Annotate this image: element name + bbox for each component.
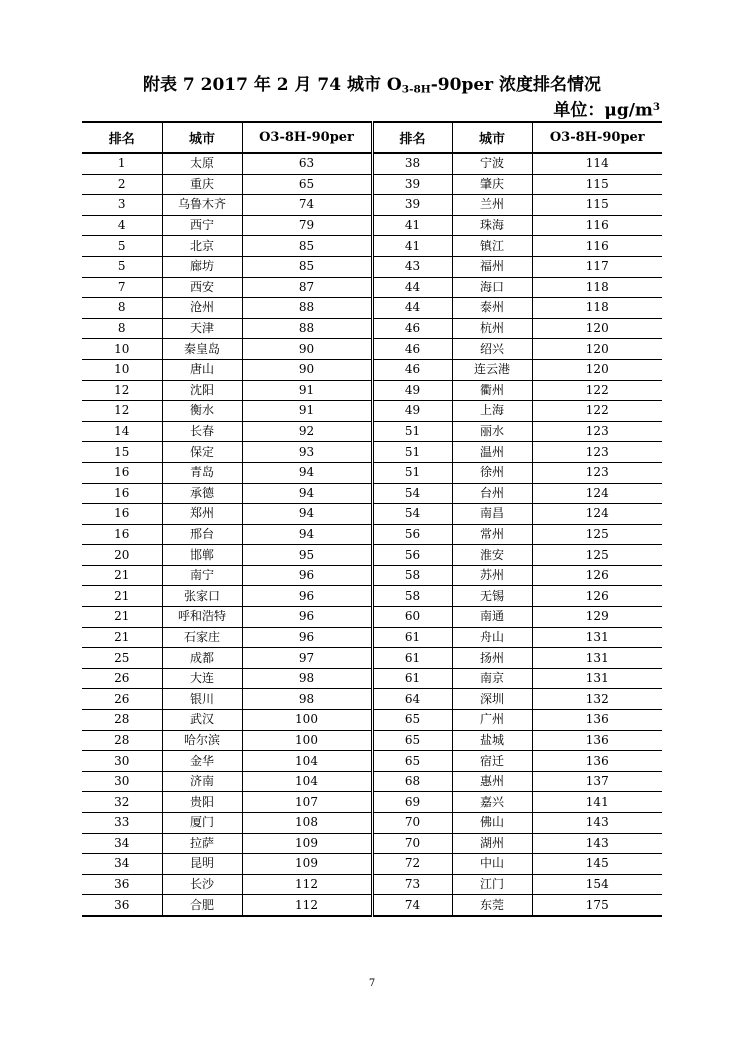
right-rank-cell: 61 [372, 668, 452, 689]
right-rank-cell: 64 [372, 689, 452, 710]
table-row [82, 256, 662, 277]
right-city-cell: 兰州 [452, 195, 532, 216]
left-city-cell: 银川 [162, 689, 242, 710]
right-value-cell: 154 [532, 874, 662, 895]
left-city-cell: 邯郸 [162, 545, 242, 566]
right-value-cell: 141 [532, 792, 662, 813]
right-value-cell: 132 [532, 689, 662, 710]
table-row [82, 215, 662, 236]
header-metric-suffix: -90per [306, 130, 354, 145]
right-rank-cell: 58 [372, 565, 452, 586]
right-value-cell: 118 [532, 298, 662, 319]
header-metric-prefix: O [259, 130, 271, 145]
left-rank-cell: 5 [82, 256, 162, 277]
left-rank-cell: 10 [82, 339, 162, 360]
left-rank-cell: 36 [82, 895, 162, 916]
left-rank-cell: 34 [82, 833, 162, 854]
right-value-cell: 123 [532, 462, 662, 483]
table-row [82, 689, 662, 710]
right-rank-cell: 51 [372, 462, 452, 483]
right-city-cell: 徐州 [452, 462, 532, 483]
left-value-cell: 112 [242, 874, 372, 895]
table-row [82, 442, 662, 463]
left-value-cell: 63 [242, 153, 372, 174]
table-row [82, 195, 662, 216]
right-value-cell: 137 [532, 771, 662, 792]
table-row [82, 627, 662, 648]
left-value-cell: 87 [242, 277, 372, 298]
left-city-cell: 邢台 [162, 524, 242, 545]
left-value-cell: 91 [242, 380, 372, 401]
right-value-cell: 131 [532, 668, 662, 689]
right-city-cell: 无锡 [452, 586, 532, 607]
table-row [82, 545, 662, 566]
right-rank-cell: 51 [372, 421, 452, 442]
table-row [82, 895, 662, 916]
left-value-cell: 90 [242, 339, 372, 360]
right-city-cell: 常州 [452, 524, 532, 545]
right-value-cell: 143 [532, 833, 662, 854]
left-rank-cell: 28 [82, 710, 162, 731]
right-rank-cell: 65 [372, 751, 452, 772]
left-rank-cell: 30 [82, 771, 162, 792]
left-rank-cell: 20 [82, 545, 162, 566]
left-value-cell: 104 [242, 771, 372, 792]
right-city-cell: 肇庆 [452, 174, 532, 195]
left-rank-cell: 21 [82, 565, 162, 586]
right-rank-cell: 54 [372, 504, 452, 525]
table-row [82, 813, 662, 834]
left-value-cell: 109 [242, 833, 372, 854]
left-value-cell: 95 [242, 545, 372, 566]
right-rank-cell: 70 [372, 833, 452, 854]
unit-label [553, 96, 660, 122]
table-row [82, 483, 662, 504]
header-rank-left: 排名 [82, 122, 162, 153]
table-row [82, 236, 662, 257]
table-row [82, 504, 662, 525]
left-value-cell: 97 [242, 648, 372, 669]
left-value-cell: 93 [242, 442, 372, 463]
left-rank-cell: 12 [82, 380, 162, 401]
left-value-cell: 90 [242, 359, 372, 380]
ranking-table [82, 121, 662, 917]
left-city-cell: 衡水 [162, 401, 242, 422]
table-row [82, 462, 662, 483]
right-city-cell: 嘉兴 [452, 792, 532, 813]
left-city-cell: 拉萨 [162, 833, 242, 854]
table-row [82, 833, 662, 854]
left-rank-cell: 32 [82, 792, 162, 813]
right-value-cell: 126 [532, 586, 662, 607]
table-row [82, 380, 662, 401]
left-rank-cell: 36 [82, 874, 162, 895]
right-value-cell: 120 [532, 339, 662, 360]
right-city-cell: 江门 [452, 874, 532, 895]
right-city-cell: 丽水 [452, 421, 532, 442]
header-metric-subscript: 3-8H [561, 130, 597, 145]
left-city-cell: 重庆 [162, 174, 242, 195]
right-value-cell: 116 [532, 236, 662, 257]
right-rank-cell: 41 [372, 236, 452, 257]
right-rank-cell: 58 [372, 586, 452, 607]
right-rank-cell: 39 [372, 195, 452, 216]
table-row [82, 318, 662, 339]
left-value-cell: 79 [242, 215, 372, 236]
right-rank-cell: 41 [372, 215, 452, 236]
left-city-cell: 金华 [162, 751, 242, 772]
left-rank-cell: 25 [82, 648, 162, 669]
right-rank-cell: 69 [372, 792, 452, 813]
table-row [82, 153, 662, 174]
right-city-cell: 镇江 [452, 236, 532, 257]
right-city-cell: 深圳 [452, 689, 532, 710]
right-city-cell: 上海 [452, 401, 532, 422]
left-city-cell: 长春 [162, 421, 242, 442]
table-body [82, 153, 662, 916]
left-value-cell: 94 [242, 524, 372, 545]
left-city-cell: 西安 [162, 277, 242, 298]
left-city-cell: 天津 [162, 318, 242, 339]
right-value-cell: 123 [532, 442, 662, 463]
left-rank-cell: 34 [82, 854, 162, 875]
left-city-cell: 保定 [162, 442, 242, 463]
header-city-right: 城市 [452, 122, 532, 153]
right-city-cell: 南通 [452, 607, 532, 628]
left-rank-cell: 12 [82, 401, 162, 422]
right-city-cell: 杭州 [452, 318, 532, 339]
right-city-cell: 珠海 [452, 215, 532, 236]
left-value-cell: 65 [242, 174, 372, 195]
unit-superscript: 3 [652, 101, 660, 113]
right-city-cell: 淮安 [452, 545, 532, 566]
left-rank-cell: 14 [82, 421, 162, 442]
left-rank-cell: 1 [82, 153, 162, 174]
right-value-cell: 124 [532, 504, 662, 525]
left-city-cell: 昆明 [162, 854, 242, 875]
table-row [82, 668, 662, 689]
table-row [82, 607, 662, 628]
table-row [82, 648, 662, 669]
header-metric-suffix: -90per [596, 130, 645, 145]
header-metric-prefix: O [549, 130, 562, 145]
right-value-cell: 120 [532, 318, 662, 339]
right-value-cell: 122 [532, 401, 662, 422]
table-row [82, 401, 662, 422]
left-rank-cell: 16 [82, 504, 162, 525]
right-value-cell: 120 [532, 359, 662, 380]
right-city-cell: 东莞 [452, 895, 532, 916]
left-city-cell: 沧州 [162, 298, 242, 319]
table-row [82, 792, 662, 813]
table-row [82, 277, 662, 298]
left-rank-cell: 8 [82, 318, 162, 339]
right-city-cell: 扬州 [452, 648, 532, 669]
right-value-cell: 118 [532, 277, 662, 298]
left-value-cell: 92 [242, 421, 372, 442]
right-city-cell: 连云港 [452, 359, 532, 380]
right-rank-cell: 51 [372, 442, 452, 463]
right-value-cell: 131 [532, 648, 662, 669]
left-rank-cell: 26 [82, 668, 162, 689]
left-city-cell: 西宁 [162, 215, 242, 236]
right-city-cell: 南昌 [452, 504, 532, 525]
left-rank-cell: 2 [82, 174, 162, 195]
left-city-cell: 乌鲁木齐 [162, 195, 242, 216]
right-rank-cell: 46 [372, 318, 452, 339]
right-city-cell: 泰州 [452, 298, 532, 319]
right-value-cell: 131 [532, 627, 662, 648]
right-city-cell: 佛山 [452, 813, 532, 834]
left-rank-cell: 16 [82, 524, 162, 545]
right-rank-cell: 44 [372, 277, 452, 298]
left-rank-cell: 15 [82, 442, 162, 463]
left-value-cell: 94 [242, 504, 372, 525]
right-city-cell: 苏州 [452, 565, 532, 586]
left-value-cell: 96 [242, 627, 372, 648]
left-city-cell: 张家口 [162, 586, 242, 607]
right-rank-cell: 56 [372, 545, 452, 566]
left-city-cell: 太原 [162, 153, 242, 174]
title-subscript: 3-8H [401, 83, 431, 96]
right-value-cell: 136 [532, 730, 662, 751]
left-value-cell: 100 [242, 730, 372, 751]
left-rank-cell: 16 [82, 462, 162, 483]
right-rank-cell: 61 [372, 627, 452, 648]
left-rank-cell: 28 [82, 730, 162, 751]
table-row [82, 751, 662, 772]
right-city-cell: 广州 [452, 710, 532, 731]
left-value-cell: 100 [242, 710, 372, 731]
right-rank-cell: 61 [372, 648, 452, 669]
right-rank-cell: 54 [372, 483, 452, 504]
right-rank-cell: 60 [372, 607, 452, 628]
right-rank-cell: 43 [372, 256, 452, 277]
right-value-cell: 143 [532, 813, 662, 834]
right-city-cell: 南京 [452, 668, 532, 689]
right-rank-cell: 49 [372, 380, 452, 401]
right-rank-cell: 39 [372, 174, 452, 195]
table-row [82, 565, 662, 586]
left-rank-cell: 16 [82, 483, 162, 504]
header-city-left: 城市 [162, 122, 242, 153]
right-city-cell: 宁波 [452, 153, 532, 174]
left-value-cell: 104 [242, 751, 372, 772]
left-value-cell: 108 [242, 813, 372, 834]
right-value-cell: 175 [532, 895, 662, 916]
left-city-cell: 北京 [162, 236, 242, 257]
right-rank-cell: 72 [372, 854, 452, 875]
left-city-cell: 成都 [162, 648, 242, 669]
left-city-cell: 石家庄 [162, 627, 242, 648]
left-value-cell: 96 [242, 586, 372, 607]
left-city-cell: 厦门 [162, 813, 242, 834]
right-city-cell: 惠州 [452, 771, 532, 792]
header-value-right [532, 122, 662, 153]
left-rank-cell: 10 [82, 359, 162, 380]
left-city-cell: 大连 [162, 668, 242, 689]
right-value-cell: 122 [532, 380, 662, 401]
table-row [82, 524, 662, 545]
table-row [82, 710, 662, 731]
table-row [82, 854, 662, 875]
left-value-cell: 96 [242, 565, 372, 586]
right-city-cell: 中山 [452, 854, 532, 875]
right-value-cell: 125 [532, 545, 662, 566]
right-value-cell: 124 [532, 483, 662, 504]
table-row [82, 874, 662, 895]
left-city-cell: 合肥 [162, 895, 242, 916]
left-city-cell: 武汉 [162, 710, 242, 731]
right-rank-cell: 49 [372, 401, 452, 422]
left-value-cell: 109 [242, 854, 372, 875]
right-city-cell: 宿迁 [452, 751, 532, 772]
left-city-cell: 廊坊 [162, 256, 242, 277]
table-row [82, 586, 662, 607]
right-rank-cell: 74 [372, 895, 452, 916]
right-city-cell: 湖州 [452, 833, 532, 854]
right-city-cell: 衢州 [452, 380, 532, 401]
right-city-cell: 舟山 [452, 627, 532, 648]
header-value-left [242, 122, 372, 153]
left-value-cell: 88 [242, 298, 372, 319]
table-row [82, 771, 662, 792]
right-rank-cell: 65 [372, 710, 452, 731]
header-rank-right: 排名 [372, 122, 452, 153]
left-city-cell: 青岛 [162, 462, 242, 483]
left-value-cell: 88 [242, 318, 372, 339]
title-suffix: -90per 浓度排名情况 [430, 75, 602, 95]
left-city-cell: 郑州 [162, 504, 242, 525]
left-value-cell: 85 [242, 236, 372, 257]
left-value-cell: 107 [242, 792, 372, 813]
left-rank-cell: 21 [82, 586, 162, 607]
left-rank-cell: 21 [82, 607, 162, 628]
left-rank-cell: 8 [82, 298, 162, 319]
left-value-cell: 91 [242, 401, 372, 422]
right-rank-cell: 70 [372, 813, 452, 834]
right-value-cell: 136 [532, 710, 662, 731]
right-city-cell: 温州 [452, 442, 532, 463]
right-rank-cell: 46 [372, 359, 452, 380]
right-rank-cell: 73 [372, 874, 452, 895]
left-city-cell: 长沙 [162, 874, 242, 895]
right-city-cell: 福州 [452, 256, 532, 277]
page-number: 7 [368, 978, 376, 989]
right-value-cell: 114 [532, 153, 662, 174]
left-rank-cell: 21 [82, 627, 162, 648]
left-value-cell: 112 [242, 895, 372, 916]
right-city-cell: 台州 [452, 483, 532, 504]
right-rank-cell: 44 [372, 298, 452, 319]
table-row [82, 339, 662, 360]
left-city-cell: 承德 [162, 483, 242, 504]
left-rank-cell: 7 [82, 277, 162, 298]
left-rank-cell: 5 [82, 236, 162, 257]
right-city-cell: 海口 [452, 277, 532, 298]
table-row [82, 174, 662, 195]
left-city-cell: 南宁 [162, 565, 242, 586]
left-city-cell: 唐山 [162, 359, 242, 380]
left-rank-cell: 3 [82, 195, 162, 216]
left-value-cell: 85 [242, 256, 372, 277]
right-value-cell: 115 [532, 195, 662, 216]
right-city-cell: 绍兴 [452, 339, 532, 360]
header-metric-subscript: 3-8H [270, 130, 307, 145]
table-row [82, 730, 662, 751]
left-city-cell: 沈阳 [162, 380, 242, 401]
table-row [82, 359, 662, 380]
right-city-cell: 盐城 [452, 730, 532, 751]
right-value-cell: 116 [532, 215, 662, 236]
left-rank-cell: 4 [82, 215, 162, 236]
right-rank-cell: 46 [372, 339, 452, 360]
table-header-row [82, 122, 662, 153]
right-value-cell: 115 [532, 174, 662, 195]
right-rank-cell: 38 [372, 153, 452, 174]
table-row [82, 298, 662, 319]
right-value-cell: 126 [532, 565, 662, 586]
left-value-cell: 98 [242, 668, 372, 689]
left-city-cell: 秦皇岛 [162, 339, 242, 360]
left-value-cell: 94 [242, 462, 372, 483]
right-value-cell: 129 [532, 607, 662, 628]
left-value-cell: 96 [242, 607, 372, 628]
right-value-cell: 117 [532, 256, 662, 277]
title-prefix: 附表 7 2017 年 2 月 74 城市 O [142, 75, 402, 95]
right-value-cell: 145 [532, 854, 662, 875]
left-value-cell: 98 [242, 689, 372, 710]
unit-text: 单位：μg/m [553, 100, 653, 121]
left-value-cell: 94 [242, 483, 372, 504]
right-rank-cell: 65 [372, 730, 452, 751]
left-rank-cell: 26 [82, 689, 162, 710]
left-rank-cell: 30 [82, 751, 162, 772]
left-city-cell: 济南 [162, 771, 242, 792]
right-value-cell: 136 [532, 751, 662, 772]
right-value-cell: 123 [532, 421, 662, 442]
right-rank-cell: 68 [372, 771, 452, 792]
left-city-cell: 哈尔滨 [162, 730, 242, 751]
left-city-cell: 贵阳 [162, 792, 242, 813]
left-city-cell: 呼和浩特 [162, 607, 242, 628]
left-value-cell: 74 [242, 195, 372, 216]
left-rank-cell: 33 [82, 813, 162, 834]
table-row [82, 421, 662, 442]
right-value-cell: 125 [532, 524, 662, 545]
right-rank-cell: 56 [372, 524, 452, 545]
